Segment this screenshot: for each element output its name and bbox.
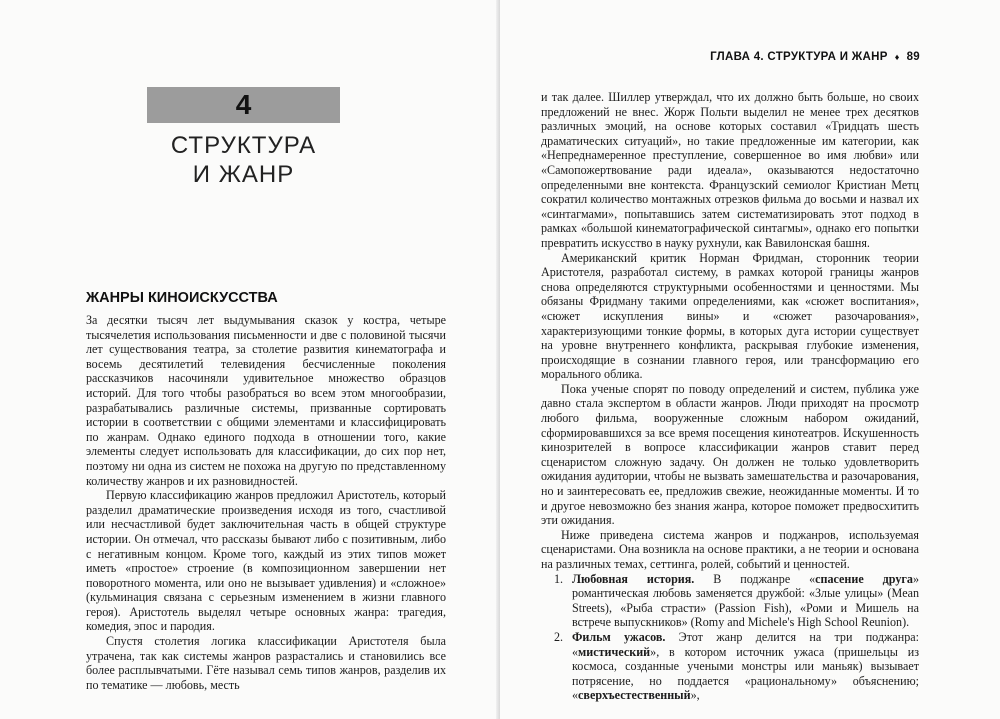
list-item-text: », в котором источник ужаса (пришельцы из космоса, созданные учеными монстры или маньяк) вызывает потрясение, но поддается «рациональному» объяснению; «: [572, 644, 919, 703]
paragraph: Американский критик Норман Фридман, сторонник теории Аристотеля, разработал систему, в рамках которой границы жанров снова определяются структурными особенностями и ценностями. Мы обязаны Фридману такими определениями, как «сюжет воспитания», «сюжет искупления вины» и «сюжет разочарования», характеризующими тонкие формы, в которых дуга истории существует на уровне внутреннего конфликта, раскрывая глубокие изменения, происходящие в сознании главного героя, или трансформацию его морального облика.: [541, 250, 919, 382]
chapter-title-line1: СТРУКТУРА: [170, 132, 317, 159]
list-number: 2.: [554, 629, 564, 644]
list-item-text: В поджанре «: [694, 571, 816, 586]
list-item-title: Любовная история.: [572, 571, 695, 586]
paragraph: и так далее. Шиллер утверждал, что их должно быть больше, но своих предложений не внес. Жорж Польти выделил не менее трех десятков различных эмоций, на основе которых составил «Тридцать шесть драматических ситуаций», но такие предложенные им категории, как «Непреднамеренное преступление, совершенное во имя любви» или «Самопожертвование ради идеала», оказываются недостаточно определенными вне контекста. Французский семиолог Кристиан Метц сократил количество монтажных отрезков фильма до восьми и назвал их «синтагмами», попытавшись затем систематизировать этот подход в рамках «большой кинематографической синтагмы», однако его попытки превратить искусство в науку рухнули, как Вавилонская башня.: [541, 90, 919, 250]
chapter-title: [147, 131, 340, 189]
right-body-text: [541, 90, 919, 703]
list-item-term: мистический: [578, 644, 651, 659]
left-body-text: [86, 313, 446, 692]
chapter-number: 4: [147, 87, 340, 123]
list-item-term: сверхъестественный: [578, 688, 691, 703]
section-heading: ЖАНРЫ КИНОИСКУССТВА: [86, 290, 278, 306]
list-item-text: »,: [690, 688, 700, 703]
paragraph: Спустя столетия логика классификации Аристотеля была утрачена, так как системы жанров разрастались и становились все более расплывчатыми. Гёте называл семь типов жанров, разделив их по тематике — любовь, месть: [86, 634, 446, 692]
list-item-title: Фильм ужасов.: [572, 629, 666, 644]
paragraph: Ниже приведена система жанров и поджанров, используемая сценаристами. Она возникла на основе практики, а не теории и основана на различных темах, сеттинга, ролей, событий и ценностей.: [541, 527, 919, 571]
list-number: 1.: [554, 571, 564, 586]
chapter-title-line2: И ЖАНР: [192, 161, 295, 188]
list-item: [541, 572, 919, 630]
paragraph: Первую классификацию жанров предложил Аристотель, который разделил драматические произведения исходя из того, счастливой или несчастливой будет заключительная часть в общей структуре истории. Он отмечал, что рассказы бывают либо с позитивным, либо с негативным концом. Кроме того, каждый из этих типов может иметь «простое» строение (в композиционном завершении нет поворотного момента, или оно не вызывает удивления) и «сложное» (кульминация связана с серьезным изменением в жизни главного героя). Аристотель выделял четыре основных жанра: трагедия, комедия, эпос и пародия.: [86, 488, 446, 634]
list-item-text: » романтическая любовь заменяется дружбой: «Злые улицы» (Mean Streets), «Рыба страсти» (Passion Fish), «Роми и Мишель на встрече выпускников» (Romy and Michele's High School Reunion).: [572, 571, 919, 630]
running-head: [660, 51, 920, 63]
list-item-term: спасение друга: [815, 571, 913, 586]
genre-list: [541, 572, 919, 703]
paragraph: За десятки тысяч лет выдумывания сказок у костра, четыре тысячелетия использования письменности и две с половиной тысячи лет существования театра, за столетие развития кинематографа и восемь десятилетий телевидения бесчисленные поколения рассказчиков насочиняли удивительное множество образцов историй. Для того чтобы разобраться во всем этом многообразии, разрабатывались различные системы, призванные сортировать истории в соответствии с общими элементами и классифицировать по жанрам. Однако единого подхода в отношении того, какие элементы следует использовать для классификации, до сих пор нет, поэтому ни одна из систем не похожа на другую по представленному количеству жанров и их разновидностей.: [86, 313, 446, 488]
running-head-title: ГЛАВА 4. СТРУКТУРА И ЖАНР: [710, 51, 888, 63]
list-item-text: Этот жанр делится на три поджанра: «: [572, 629, 919, 659]
paragraph: Пока ученые спорят по поводу определений и систем, публика уже давно стала экспертом в области жанров. Люди приходят на просмотр любого фильма, вооруженные сложным набором ожиданий, сформировавшихся за все время посещения кинотеатров. Искушенность кинозрителей в вопросе классификации жанров ставит перед сценаристом сложную задачу. Он должен не только удовлетворить ожидания аудитории, чтобы не вызвать замешательства и разочарования, но и заинтересовать ее, предложив свежие, неожиданные моменты. И то и другое невозможно без знания жанра, которое поможет предвосхитить эти ожидания.: [541, 381, 919, 528]
diamond-icon: ♦: [894, 52, 900, 62]
list-item: [541, 630, 919, 703]
page-number: 89: [906, 51, 920, 63]
